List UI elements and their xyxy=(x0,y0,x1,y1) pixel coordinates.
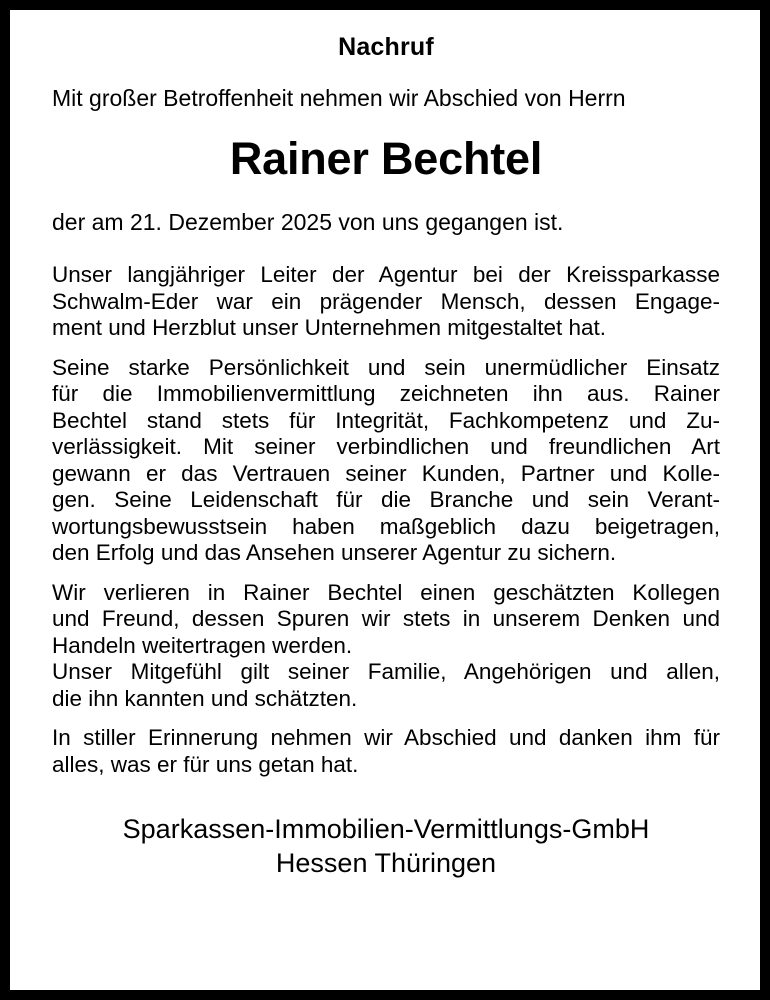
paragraph-line: Bechtel stand stets für Integrität, Fachkompetenz und Zu- xyxy=(52,407,720,433)
paragraph-line: und Freund, dessen Spuren wir stets in unserem Denken und xyxy=(52,606,720,631)
company-name-line-1: Sparkassen-Immobilien-Vermittlungs-GmbH xyxy=(122,814,650,844)
intro-text: Mit großer Betroffenheit nehmen wir Abschied von Herrn xyxy=(52,85,626,111)
deceased-name: Rainer Bechtel xyxy=(229,133,543,184)
company-name-line-2: Hessen Thüringen xyxy=(275,848,497,878)
paragraph-line: In stiller Erinnerung nehmen wir Abschied und danken ihm für xyxy=(52,725,720,750)
paragraph-line: wortungsbewusstsein haben maßgeblich dazu beigetragen, xyxy=(52,513,720,539)
paragraph-line: Unser Mitgefühl gilt seiner Familie, Angehörigen und allen, xyxy=(52,659,720,684)
paragraph-line: Unser langjähriger Leiter der Agentur bei der Kreissparkasse xyxy=(52,262,720,287)
paragraph-line: verlässigkeit. Mit seiner verbindlichen und freundlichen Art xyxy=(52,434,720,459)
paragraph-line: gen. Seine Leidenschaft für die Branche und sein Verant- xyxy=(52,487,720,512)
paragraph-line: den Erfolg und das Ansehen unserer Agentur zu sichern. xyxy=(52,540,617,565)
paragraph-line: Handeln weitertragen werden. xyxy=(52,632,353,658)
notice-heading: Nachruf xyxy=(338,33,434,61)
paragraph-role xyxy=(52,262,720,342)
paragraph-character xyxy=(52,355,720,567)
paragraph-line: alles, was er für uns getan hat. xyxy=(52,751,359,777)
paragraph-line: Seine starke Persönlichkeit und sein unermüdlicher Einsatz xyxy=(52,354,720,380)
date-of-death-line: der am 21. Dezember 2025 von uns gegangen ist. xyxy=(52,209,564,235)
paragraph-line: gewann er das Vertrauen seiner Kunden, Partner und Kolle- xyxy=(52,460,720,486)
paragraph-line: ment und Herzblut unser Unternehmen mitgestaltet hat. xyxy=(52,315,607,340)
notice-content xyxy=(10,10,760,990)
paragraph-line: Wir verlieren in Rainer Bechtel einen geschätzten Kollegen xyxy=(52,579,720,605)
paragraph-line: die ihn kannten und schätzten. xyxy=(52,685,358,711)
company-signature xyxy=(52,812,720,880)
paragraph-line: für die Immobilienvermittlung zeichneten ihn aus. Rainer xyxy=(52,381,720,406)
paragraph-line: Schwalm-Eder war ein prägender Mensch, dessen Engage- xyxy=(52,288,720,314)
paragraph-loss xyxy=(52,580,720,713)
paragraph-closing xyxy=(52,725,720,778)
